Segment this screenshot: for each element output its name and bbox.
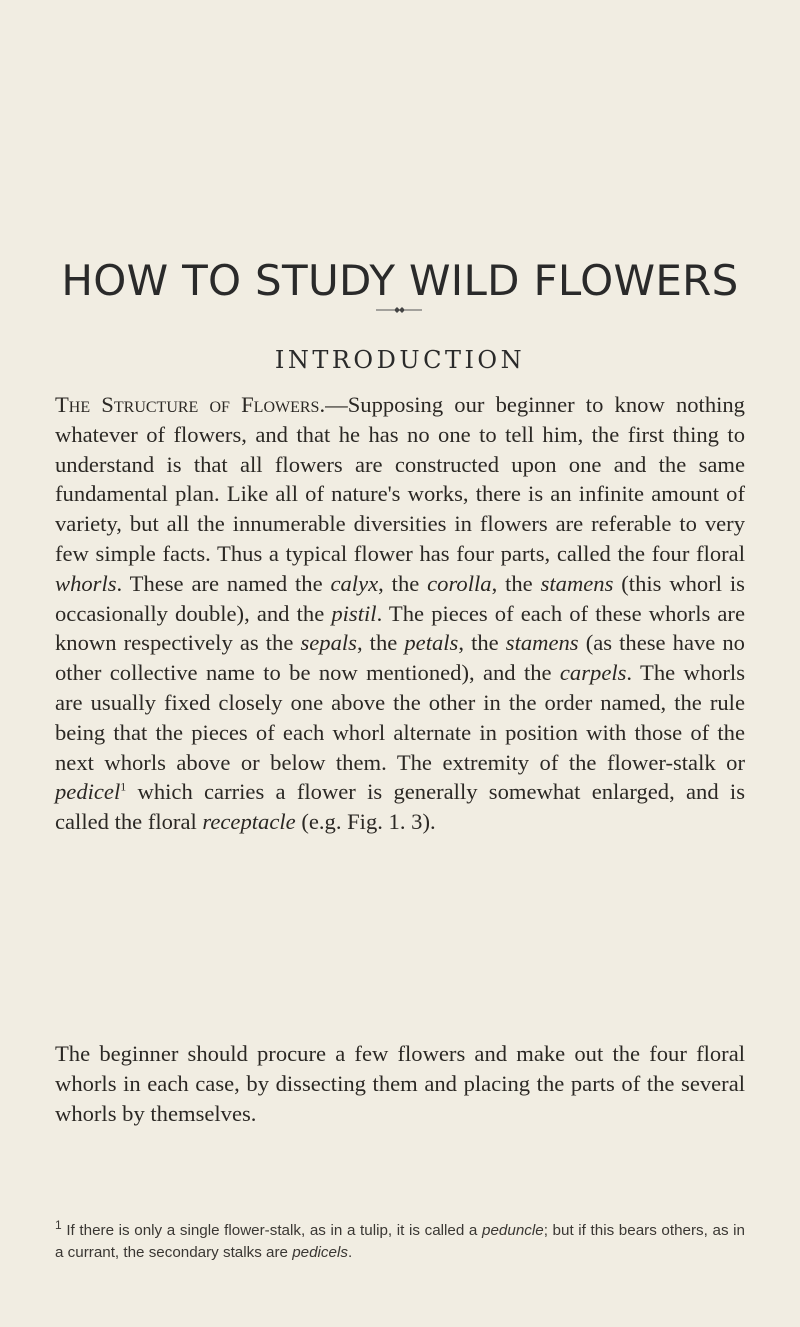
term-receptacle: receptacle — [202, 809, 296, 835]
paragraph-text: (this whorl is occasionally double), and the — [55, 570, 745, 626]
section-heading: INTRODUCTION — [274, 346, 526, 374]
paragraph-text: . The whorls are usually fixed closely one above the other in the order named, the rule being that the pieces of each whorl alternate in position with those of the next whorls above or below them. The extremity of the flower-stalk or — [55, 660, 745, 775]
body-paragraph-1 — [55, 390, 745, 837]
footnote-reference: 1 — [120, 779, 127, 794]
paragraph-text: , the — [356, 630, 405, 656]
footnote — [55, 1217, 746, 1263]
paragraph-text: , the — [378, 570, 428, 596]
paragraph-text: . These are named the — [116, 570, 331, 596]
term-carpels: carpels — [559, 660, 627, 686]
term-calyx: calyx — [330, 570, 379, 596]
term-stamens: stamens — [540, 570, 614, 596]
paragraph-text: . The pieces of each of these whorls are known respectively as the — [55, 600, 745, 656]
paragraph-text: (as these have no other collective name to be now mentioned), and the — [55, 630, 745, 686]
body-paragraph-2: The beginner should procure a few flowers and make out the four floral whorls in each case, by dissecting them and placing the parts of the several whorls by themselves. — [55, 1041, 745, 1126]
term-sepals: sepals — [300, 630, 357, 656]
term-peduncle: peduncle — [482, 1222, 544, 1239]
term-stamens-2: stamens — [505, 630, 579, 656]
term-pedicels: pedicels — [292, 1243, 348, 1261]
footnote-text: If there is only a single flower-stalk, as in a tulip, it is called a — [61, 1222, 483, 1239]
run-in-heading: The Structure of Flowers. — [55, 392, 326, 417]
footnote-text: ; but if this bears others, as in a currant, the secondary stalks are — [55, 1222, 746, 1261]
paragraph-text: —Supposing our beginner to know nothing whatever of flowers, and that he has no one to tell him, the first thing to understand is that all flowers are constructed upon one and the same fundamental plan. Like all of nature's works, there is an infinite amount of variety, but all the innumerable diversities in flowers are referable to very few simple facts. Thus a typical flower has four parts, called the four floral — [55, 392, 745, 566]
paragraph-text: , the — [491, 570, 541, 596]
paragraph-text: (e.g. Fig. 1. 3). — [295, 809, 436, 835]
ornament-rule-icon — [374, 305, 424, 315]
term-petals: petals — [404, 630, 459, 656]
term-pistil: pistil — [331, 600, 377, 626]
paragraph-text: , the — [458, 630, 506, 656]
paragraph-text: which carries a flower is generally somewhat enlarged, and is called the floral — [55, 779, 745, 835]
term-pedicel: pedicel — [55, 779, 121, 805]
book-title: HOW TO STUDY WILD FLOWERS — [61, 256, 739, 305]
footnote-mark: 1 — [55, 1217, 62, 1232]
term-whorls: whorls — [55, 570, 117, 596]
term-corolla: corolla — [427, 570, 492, 596]
footnote-text: . — [347, 1243, 353, 1261]
